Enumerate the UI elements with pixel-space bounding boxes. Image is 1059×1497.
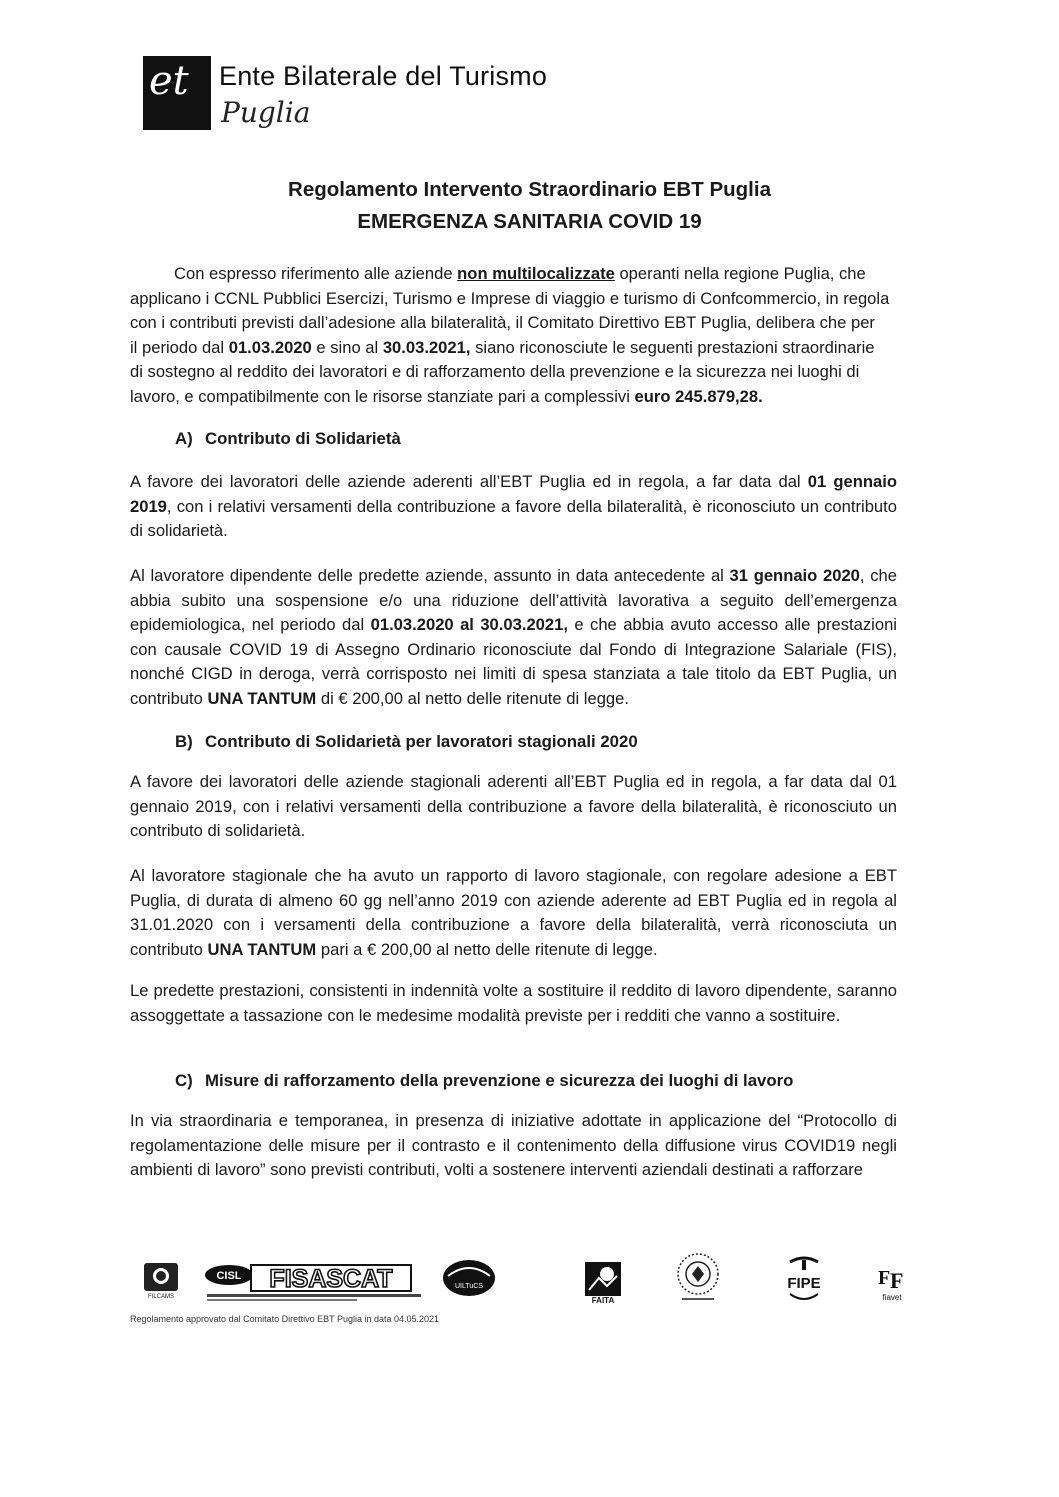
start-date: 01.03.2020 [228, 337, 312, 357]
filcams-logo [143, 1262, 179, 1300]
paragraph-text: Al lavoratore dipendente delle predette aziende, assunto in data antecedente al [130, 566, 730, 585]
et-monogram [143, 56, 211, 130]
section-a-heading [175, 429, 401, 449]
section-title: Contributo di Solidarietà [205, 429, 401, 448]
una-tantum: UNA TANTUM [207, 939, 317, 959]
fisascat-label: FISASCAT [269, 1265, 393, 1293]
intro-line: con i contributi previsti dall’adesione alla bilateralità, il Comitato Direttivo EBT Puglia, delibera che per [130, 313, 875, 333]
uiltucs-logo [440, 1256, 498, 1304]
document-subtitle: EMERGENZA SANITARIA COVID 19 [357, 210, 702, 233]
paragraph-text: Al lavoratore stagionale che ha avuto un rapporto di lavoro stagionale, con regolare adesione a EBT Puglia, di durata di almeno 60 gg nell’anno 2019 con aziende aderente ad EBT Puglia ed in regola al 31.01.2020 con i versamenti della contribuzione a favore della bilateralità, verrà riconosciuta un contributo [130, 866, 897, 959]
end-date: 30.03.2021, [382, 337, 471, 357]
section-b-paragraph-1: A favore dei lavoratori delle aziende stagionali aderenti all’EBT Puglia ed in regola, a far data dal 01 gennaio 2019, con i relativi versamenti della contribuzione a favore della bilateralità, è riconosciuto un contributo di solidarietà. [130, 772, 897, 841]
section-c-heading [175, 1071, 793, 1091]
section-title: Misure di rafforzamento della prevenzione e sicurezza dei luoghi di lavoro [205, 1071, 794, 1090]
cisl-label: CISL [216, 1270, 242, 1282]
date-highlight: 31 gennaio 2020 [729, 566, 860, 585]
ebt-logo [143, 56, 673, 136]
intro-text: il periodo dal [130, 337, 229, 357]
una-tantum: UNA TANTUM [207, 688, 317, 708]
document-title: Regolamento Intervento Straordinario EBT Puglia [288, 178, 771, 201]
paragraph-text: pari a € 200,00 al netto delle ritenute di legge. [316, 939, 658, 959]
org-name: Ente Bilaterale del Turismo [219, 61, 548, 91]
intro-line: di sostegno al reddito dei lavoratori e di rafforzamento della prevenzione e la sicurezza nei luoghi di [130, 362, 860, 382]
section-b-heading [175, 732, 638, 752]
intro-text: Con espresso riferimento alle aziende [174, 264, 458, 283]
section-a-paragraph-1 [130, 470, 897, 544]
section-b-paragraph-3: Le predette prestazioni, consistenti in indennità volte a sostituire il reddito di lavoro dipendente, saranno assoggettate a tassazione con le medesime modalità previste per i redditi che vanno a sostituire. [130, 981, 897, 1025]
paragraph-text: , che abbia subito una sospensione e/o una riduzione dell’attività lavorativa a seguito dell’emergenza epidemiologica, nel periodo dal [130, 566, 897, 635]
section-letter: A) [175, 429, 193, 448]
intro-paragraph [130, 262, 897, 410]
faita-logo [583, 1260, 623, 1304]
section-letter: B) [175, 732, 193, 751]
fipe-logo [782, 1256, 826, 1306]
intro-text: lavoro, e compatibilmente con le risorse stanziate pari a complessivi [130, 386, 635, 406]
paragraph-text: di € 200,00 al netto delle ritenute di legge. [316, 688, 629, 708]
paragraph-text: , con i relativi versamenti della contribuzione a favore della bilateralità, è riconosciuto un contributo di solidarietà. [130, 496, 897, 541]
intro-text: e sino al [311, 337, 383, 357]
fipe-label: FIPE [787, 1275, 821, 1292]
intro-line [130, 262, 897, 287]
cisl-fisascat-logo [203, 1263, 425, 1303]
approval-footnote: Regolamento approvato dal Comitato Direttivo EBT Puglia in data 04.05.2021 [130, 1314, 440, 1324]
total-amount: euro 245.879,28. [634, 386, 763, 406]
paragraph-text: A favore dei lavoratori delle aziende aderenti all’EBT Puglia ed in regola, a far data dal [130, 472, 808, 491]
period-highlight: 01.03.2020 al 30.03.2021, [370, 615, 568, 635]
intro-text: operanti nella regione Puglia, che [614, 264, 866, 283]
section-title: Contributo di Solidarietà per lavoratori stagionali 2020 [205, 732, 638, 751]
paragraph-text: e che abbia avuto accesso alle prestazioni con causale COVID 19 di Assegno Ordinario riconosciute dal Fondo di Integrazione Salariale (FIS), nonché CIGD in deroga, verrà corrisposto nei limiti di spesa stanziata a tale titolo da EBT Puglia, un contributo [130, 615, 897, 708]
filcams-label: FILCAMS [147, 1294, 175, 1300]
section-a-paragraph-2 [130, 564, 897, 712]
federalberghi-seal [672, 1250, 724, 1304]
non-multilocalizzate: non multilocalizzate [457, 264, 615, 283]
intro-line [130, 385, 897, 410]
intro-text: siano riconosciute le seguenti prestazioni straordinarie [470, 337, 875, 357]
svg-text:F: F [890, 1268, 904, 1293]
fiavet-label: fiavet [882, 1293, 902, 1302]
uiltucs-label: UILTuCS [454, 1283, 484, 1290]
region-script: Puglia [221, 96, 311, 129]
fiavet-logo [874, 1262, 910, 1302]
section-b-paragraph-2 [130, 864, 897, 962]
intro-line [130, 336, 897, 361]
intro-line: applicano i CCNL Pubblici Esercizi, Turismo e Imprese di viaggio e turismo di Confcommercio, in regola [130, 288, 890, 308]
monogram-e: et [149, 58, 189, 104]
section-letter: C) [175, 1071, 193, 1090]
date-highlight: 01 gennaio 2019 [130, 472, 898, 516]
faita-label: FAITA [591, 1296, 615, 1304]
svg-text:F: F [878, 1267, 891, 1289]
section-c-paragraph-1: In via straordinaria e temporanea, in presenza di iniziative adottate in applicazione del “Protocollo di regolamentazione delle misure per il contrasto e il contenimento della diffusione virus COVID19 negli ambienti di lavoro” sono previsti contributi, volti a sostenere interventi aziendali destinati a rafforzare [130, 1111, 897, 1180]
